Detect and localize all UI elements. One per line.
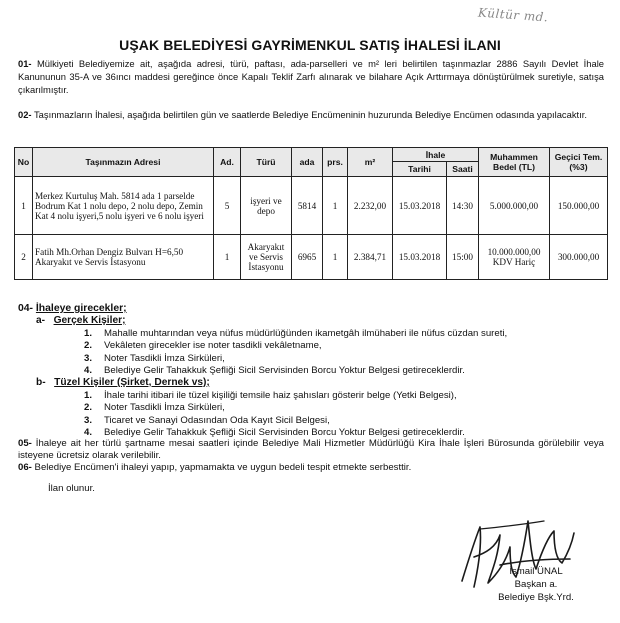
item-text: Ticaret ve Sanayi Odasından Oda Kayıt Sicil Belgesi,: [104, 414, 330, 426]
cell-no: 2: [15, 235, 33, 280]
list-item: [84, 402, 465, 414]
section-b-list: [84, 390, 465, 440]
section-04-number: 04-: [18, 303, 34, 314]
handwritten-note: Kültür md.: [477, 5, 549, 25]
cell-prs: 1: [323, 177, 348, 235]
cell-type: işyeri ve depo: [241, 177, 292, 235]
cell-ad: 1: [214, 235, 241, 280]
cell-value: 5.000.000,00: [479, 177, 550, 235]
paragraph-06-text: Belediye Encümen'i ihaleyi yapıp, yapmamakta ve uygun bedeli tespit etmekte serbesttir.: [31, 462, 412, 473]
paragraph-01-number: 01-: [18, 58, 32, 69]
paragraph-05-text: İhaleye ait her türlü şartname mesai saatleri içinde Belediye Mali Hizmetler Müdürlüğü Kira İhale İşleri Bürosunda görülebilir veya isteyene ücretsiz olarak verilebilir.: [18, 438, 604, 462]
cell-address: Merkez Kurtuluş Mah. 5814 ada 1 parselde Bodrum Kat 1 nolu depo, 2 nolu depo, Zemin Kat 4 nolu işyeri,5 nolu işyeri ve 6 nolu işyeri: [33, 177, 214, 235]
item-text: Noter Tasdikli İmza Sirküleri,: [104, 402, 225, 414]
item-number: 4.: [84, 365, 93, 377]
cell-date: 15.03.2018: [393, 235, 447, 280]
cell-deposit: 300.000,00: [550, 235, 608, 280]
cell-time: 14:30: [447, 177, 479, 235]
cell-prs: 1: [323, 235, 348, 280]
cell-value: 10.000.000,00 KDV Hariç: [479, 235, 550, 280]
table-row: [15, 177, 608, 235]
signature-block: [466, 565, 606, 604]
header-ihale: İhale: [393, 148, 479, 162]
item-text: Mahalle muhtarından veya nüfus müdürlüğünden ikametgâh ilmühaberi ile nüfus cüzdan sureti,: [104, 328, 508, 339]
paragraph-01: [18, 58, 604, 96]
paragraph-02: [18, 109, 604, 122]
closing-text: İlan olunur.: [48, 483, 95, 494]
section-04-heading: [18, 303, 127, 316]
header-time: Saati: [447, 162, 479, 177]
paragraph-05-number: 05-: [18, 438, 32, 449]
list-item: [84, 390, 465, 402]
cell-ada: 6965: [292, 235, 323, 280]
paragraph-02-number: 02-: [18, 109, 32, 120]
header-prs: prs.: [323, 148, 348, 177]
cell-no: 1: [15, 177, 33, 235]
cell-ad: 5: [214, 177, 241, 235]
item-number: 3.: [84, 352, 93, 364]
signer-name: İsmail ÜNAL: [509, 566, 563, 577]
item-number: 3.: [84, 414, 93, 426]
section-a-title: Gerçek Kişiler;: [53, 315, 126, 326]
item-number: 4.: [84, 427, 93, 439]
item-number: 1.: [84, 328, 93, 339]
section-04-title: İhaleye girecekler;: [35, 303, 127, 314]
item-text: Belediye Gelir Tahakkuk Şefliği Sicil Servisinden Borcu Yoktur Belgesi getireceklerdir.: [104, 365, 465, 377]
item-text: İhale tarihi itibari ile tüzel kişiliği temsile haiz şahısları gösterir belge (Yetki Belgesi),: [104, 390, 457, 401]
section-b-heading: [36, 377, 210, 390]
item-number: 2.: [84, 402, 93, 414]
list-item: [84, 328, 507, 340]
cell-m2: 2.384,71: [348, 235, 393, 280]
list-item: [84, 353, 507, 365]
paragraph-06-number: 06-: [18, 462, 32, 473]
paragraph-06: [18, 462, 604, 474]
section-a-label: a-: [36, 315, 46, 326]
signer-title: Başkan a.: [514, 579, 558, 590]
paragraph-01-text: Mülkiyeti Belediyemize ait, aşağıda adresi, türü, paftası, ada-parselleri ve m² leri belirtilen taşınmazlar 2886 Sayılı Devlet İhale Kanununun 35-A ve 36ıncı maddesi gereğince önce Kapalı Teklif Zarfı alınarak ve bilahare Açık Arttırmaya dönüştürülmek suretiyle, satışa çıkarılmıştır.: [18, 58, 604, 95]
cell-m2: 2.232,00: [348, 177, 393, 235]
header-ada: ada: [292, 148, 323, 177]
cell-date: 15.03.2018: [393, 177, 447, 235]
header-no: No: [15, 148, 33, 177]
header-ad: Ad.: [214, 148, 241, 177]
section-a-heading: [36, 315, 125, 328]
item-number: 1.: [84, 390, 93, 401]
property-table: [14, 147, 608, 280]
cell-time: 15:00: [447, 235, 479, 280]
header-type: Türü: [241, 148, 292, 177]
cell-address: Fatih Mh.Orhan Dengiz Bulvarı H=6,50 Akaryakıt ve Servis İstasyonu: [33, 235, 214, 280]
paragraph-05: [18, 438, 604, 463]
item-text: Vekâleten girecekler ise noter tasdikli vekâletname,: [104, 340, 322, 352]
header-deposit: Geçici Tem. (%3): [550, 148, 608, 177]
paragraph-02-text: Taşınmazların İhalesi, aşağıda belirtilen gün ve saatlerde Belediye Encümeninin huzurunda Belediye Encümen odasında yapılacaktır.: [31, 109, 587, 120]
signer-office: Belediye Bşk.Yrd.: [498, 592, 574, 603]
section-b-label: b-: [36, 377, 46, 388]
list-item: [84, 365, 507, 377]
cell-type: Akaryakıt ve Servis İstasyonu: [241, 235, 292, 280]
header-address: Taşınmazın Adresi: [33, 148, 214, 177]
list-item: [84, 340, 507, 352]
header-m2: m²: [348, 148, 393, 177]
table-row: [15, 235, 608, 280]
list-item: [84, 415, 465, 427]
header-date: Tarihi: [393, 162, 447, 177]
cell-ada: 5814: [292, 177, 323, 235]
section-a-list: [84, 328, 507, 378]
item-text: Belediye Gelir Tahakkuk Şefliği Sicil Servisinden Borcu Yoktur Belgesi getireceklerdir.: [104, 427, 465, 439]
item-text: Noter Tasdikli İmza Sirküleri,: [104, 352, 225, 364]
page-title: UŞAK BELEDİYESİ GAYRİMENKUL SATIŞ İHALESİ İLANI: [119, 37, 501, 53]
section-b-title: Tüzel Kişiler (Şirket, Dernek vs);: [54, 377, 210, 388]
cell-deposit: 150.000,00: [550, 177, 608, 235]
item-number: 2.: [84, 340, 93, 352]
header-value: Muhammen Bedel (TL): [479, 148, 550, 177]
